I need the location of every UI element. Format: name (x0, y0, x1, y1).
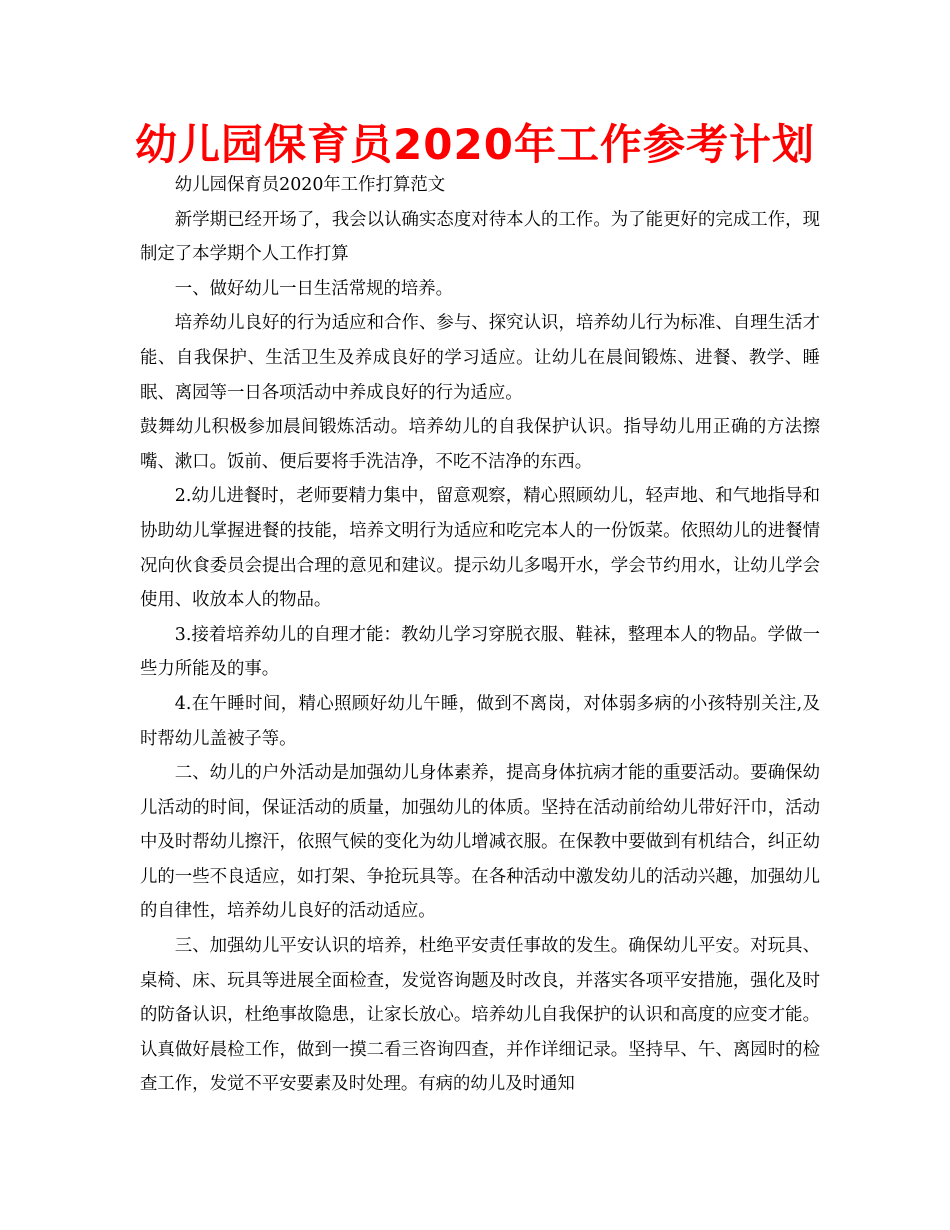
paragraph: 二、幼儿的户外活动是加强幼儿身体素养，提高身体抗病才能的重要活动。要确保幼儿活动的时间，保证活动的质量，加强幼儿的体质。坚持在活动前给幼儿带好汗巾，活动中及时帮幼儿擦汗，依照气候的变化为幼儿增减衣服。在保教中要做到有机结合，纠正幼儿的一些不良适应，如打架、争抢玩具等。在各种活动中激发幼儿的活动兴趣，加强幼儿的自律性，培养幼儿良好的活动适应。 (140, 763, 820, 922)
paragraph: 4.在午睡时间，精心照顾好幼儿午睡，做到不离岗，对体弱多病的小孩特别关注,及时帮幼儿盖被子等。 (140, 693, 820, 749)
document-body (140, 168, 820, 1102)
paragraph: 幼儿园保育员2020年工作打算范文 (174, 175, 446, 195)
paragraph: 一、做好幼儿一日生活常规的培养。 (174, 278, 454, 299)
paragraph: 培养幼儿良好的行为适应和合作、参与、探究认识，培养幼儿行为标准、自理生活才能、自我保护、生活卫生及养成良好的学习适应。让幼儿在晨间锻炼、进餐、教学、睡眠、离园等一日各项活动中养成良好的行为适应。 (140, 313, 820, 403)
paragraph: 3.接着培养幼儿的自理才能：教幼儿学习穿脱衣服、鞋袜，整理本人的物品。学做一些力所能及的事。 (140, 624, 820, 680)
paragraph: 鼓舞幼儿积极参加晨间锻炼活动。培养幼儿的自我保护认识。指导幼儿用正确的方法擦嘴、漱口。饭前、便后要将手洗洁净，不吃不洁净的东西。 (140, 417, 820, 472)
document-title: 幼儿园保育员2020年工作参考计划 (135, 120, 815, 169)
paragraph: 新学期已经开场了，我会以认确实态度对待本人的工作。为了能更好的完成工作，现制定了本学期个人工作打算 (140, 209, 820, 265)
paragraph: 2.幼儿进餐时，老师要精力集中，留意观察，精心照顾幼儿，轻声地、和气地指导和协助幼儿掌握进餐的技能，培养文明行为适应和吃完本人的一份饭菜。依照幼儿的进餐情况向伙食委员会提出合理的意见和建议。提示幼儿多喝开水，学会节约用水，让幼儿学会使用、收放本人的物品。 (140, 486, 820, 611)
paragraph: 三、加强幼儿平安认识的培养，杜绝平安责任事故的发生。确保幼儿平安。对玩具、桌椅、床、玩具等进展全面检查，发觉咨询题及时改良，并落实各项平安措施，强化及时的防备认识，杜绝事故隐患，让家长放心。培养幼儿自我保护的认识和高度的应变才能。认真做好晨检工作，做到一摸二看三咨询四查，并作详细记录。坚持早、午、离园时的检查工作，发觉不平安要素及时处理。有病的幼儿及时通知 (140, 936, 820, 1095)
